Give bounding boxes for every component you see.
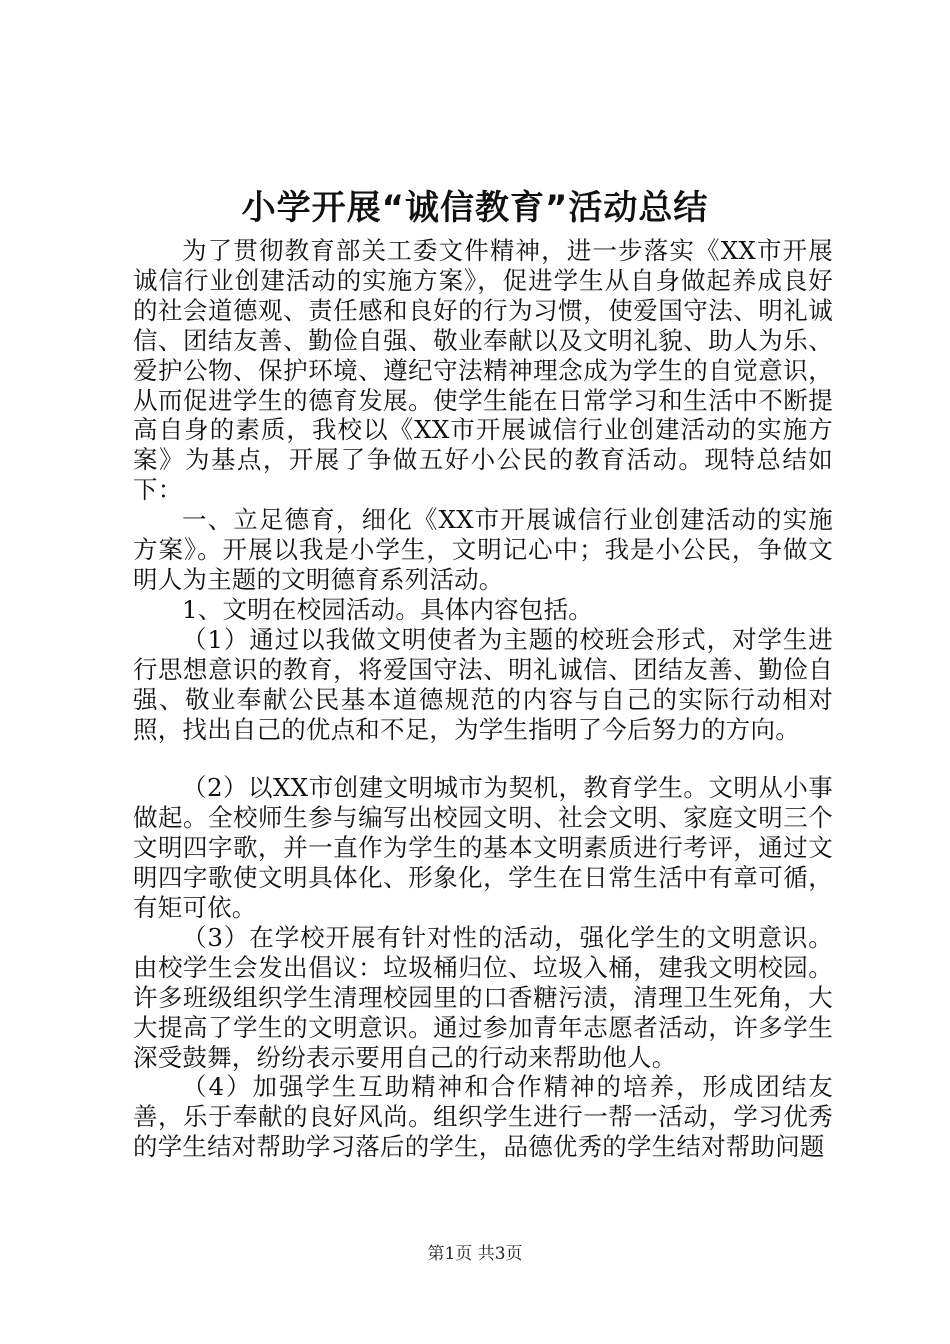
paragraph-item-1: 1、文明在校园活动。具体内容包括。 [182,594,593,624]
page-footer: 第1页 共3页 [427,1244,523,1264]
paragraph-section-1: 一、立足德育，细化《XX市开展诚信行业创建活动的实施方案》。开展以我是小学生，文明记心中；我是小公民，争做文明人为主题的文明德育系列活动。 [133,505,833,594]
paragraph-intro: 为了贯彻教育部关工委文件精神，进一步落实《XX市开展诚信行业创建活动的实施方案》，促进学生从自身做起养成良好的社会道德观、责任感和良好的行为习惯，使爱国守法、明礼诚信、团结友善、勤俭自强、敬业奉献以及文明礼貌、助人为乐、爱护公物、保护环境、遵纪守法精神理念成为学生的自觉意识，从而促进学生的德育发展。使学生能在日常学习和生活中不断提高自身的素质，我校以《XX市开展诚信行业创建活动的实施方案》为基点，开展了争做五好小公民的教育活动。现特总结如下： [133,236,833,505]
document-body [133,236,833,1162]
paragraph-subitem-1: （1）通过以我做文明使者为主题的校班会形式，对学生进行思想意识的教育，将爱国守法、明礼诚信、团结友善、勤俭自强、敬业奉献公民基本道德规范的内容与自己的实际行动相对照，找出自己的优点和不足，为学生指明了今后努力的方向。 [133,624,833,744]
paragraph-subitem-4: （4）加强学生互助精神和合作精神的培养，形成团结友善，乐于奉献的良好风尚。组织学生进行一帮一活动，学习优秀的学生结对帮助学习落后的学生，品德优秀的学生结对帮助问题 [133,1072,833,1162]
paragraph-subitem-3: （3）在学校开展有针对性的活动，强化学生的文明意识。由校学生会发出倡议：垃圾桶归位、垃圾入桶，建我文明校园。许多班级组织学生清理校园里的口香糖污渍，清理卫生死角，大大提高了学生的文明意识。通过参加青年志愿者活动，许多学生深受鼓舞，纷纷表示要用自己的行动来帮助他人。 [133,922,833,1072]
paragraph-subitem-2: （2）以XX市创建文明城市为契机，教育学生。文明从小事做起。全校师生参与编写出校园文明、社会文明、家庭文明三个文明四字歌，并一直作为学生的基本文明素质进行考评，通过文明四字歌使文明具体化、形象化，学生在日常生活中有章可循，有矩可依。 [133,773,833,923]
document-title: 小学开展“诚信教育”活动总结 [241,188,709,228]
